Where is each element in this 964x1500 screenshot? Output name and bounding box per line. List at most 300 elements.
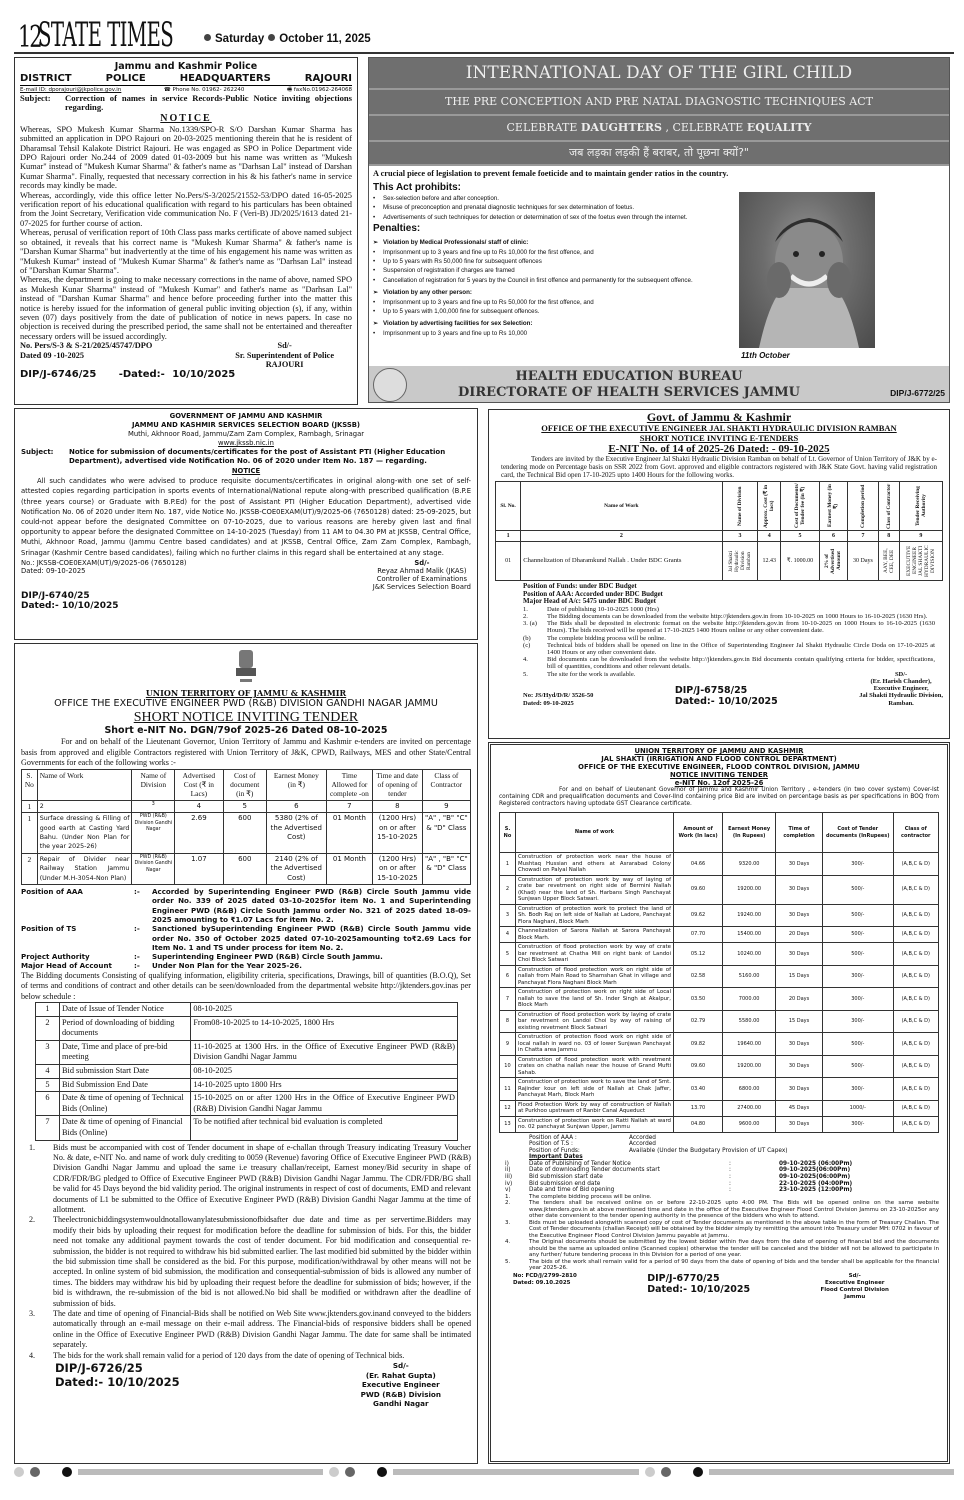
org-name: Jammu and Kashmir Police (114, 61, 258, 72)
table-cell: 30 Days (776, 875, 823, 904)
heading-word: RAJOURI (304, 73, 352, 84)
dip-number: DIP/J-6746/25 -Dated:- 10/10/2025 (20, 369, 236, 381)
vertical-header: Name of Division (736, 486, 743, 526)
table-cell: 4 (758, 531, 781, 542)
point-item (499, 1259, 939, 1272)
reference-number: No. Pers/S-3 & S-21/2025/45747/DPO (20, 341, 153, 351)
vertical-cell: 2% of Advertised Amount (824, 548, 843, 574)
position-item (529, 1135, 939, 1142)
table-cell: 5380 (2% of the Advertised Cost) (266, 813, 326, 854)
item-number: 5. (505, 1258, 511, 1265)
decorative-bar (709, 1469, 954, 1475)
table-cell: 15-10-2025 on or after 1200 Hrs in the Office of Executive Engineer PWD (R&B) Division Gandhi Nagar Jammu (191, 1092, 458, 1116)
table-cell: 08-10-2025 (191, 1002, 458, 1016)
table-cell: 04.66 (673, 853, 722, 876)
table-cell: Cost of document (in ₹) (223, 769, 266, 800)
table-cell: "A" , "B" "C" & "D" Class (422, 813, 470, 854)
heading-word: DISTRICT (20, 73, 72, 84)
table-cell: 500/- (822, 927, 893, 943)
notice-body: All such candidates who were advised to produce requisite documents/certificates in original along-with one set of self-attested copies regarding participation in sports events of International/National repute along-with prescribed qualification (B.P.E (three years course) or Graduate with B.P.Ed) for the post of Assistant PTI (Higher Education Department), advertised vide Notification No. 06 of 2020 under Item No. 187, vide Notice No. JKSSB-COE0EXAM(UT)/9/2025-06 (7650128) dated: 25-09-2025, but could-not appear before the designated Committee on 07-10-2025, due to various reasons are hereby given last and final opportunity to appear before the designated Committee on 14-10-2025 (Tuesday) from 11 AM to 04.30 PM at JKSSB, Central Office, Muthi, Akhnoor Road, Jammu (Jammu Centre based candidates) and at JKSSB, Central Office, Zam Zam Complex, Rambagh, Srinagar (Kashmir Centre based candidates), failing which no further claims in this regard shall be entertained at any stage. (21, 477, 471, 557)
bidding-intro: The Bidding documents Consisting of qualifying information, eligibility criteria, specifications, Drawings, bill of quantities (B.O.Q), Set of terms and conditions of contract and other details can be seen/downloaded from the departmental website http://jktenders.gov.inas per below schedule : (21, 970, 471, 1001)
sep: : (729, 1160, 731, 1167)
value: Accorded (629, 1141, 656, 1148)
table-cell: Construction of protection work near the house of Mushtaq Hussian and others at Asrarabad Colony Chowadi on Palyal Nallah (515, 853, 673, 876)
table-cell: (A,B,C & D) (893, 943, 938, 966)
conditions-list (21, 1143, 471, 1362)
table-cell: Class of contractor (893, 813, 938, 853)
item-number: 5. (523, 670, 528, 678)
table-cell: 300/- (822, 853, 893, 876)
masthead (14, 12, 954, 54)
table-cell: 9 (422, 800, 470, 812)
item-text: The complete bidding process will be online. (529, 1193, 652, 1200)
value: Accorded (629, 1134, 656, 1141)
table-cell: 1 (22, 813, 38, 854)
sep: : (729, 1180, 731, 1187)
date-item (499, 1174, 939, 1181)
table-cell: 45 Days (776, 1100, 823, 1116)
condition-item (21, 1143, 471, 1216)
column-number-row (22, 800, 471, 812)
ad-footer (369, 366, 949, 403)
table-cell: 6 (266, 800, 326, 812)
table-cell: 12.43 (758, 542, 781, 581)
dateline (200, 33, 371, 45)
table-row (500, 853, 939, 876)
table-row (500, 875, 939, 904)
table-cell: 2 (37, 800, 132, 812)
table-cell: 01 (496, 542, 521, 581)
table-cell: 1 (496, 531, 521, 542)
table-cell: Time Allowed for complete -on (326, 769, 372, 800)
table-cell: To be notified after technical bid evaluation is completed (191, 1116, 458, 1140)
page-number: 12 (18, 20, 41, 55)
decorative-dot-icon (14, 1467, 24, 1477)
funds-line: Position of AAA: Accorded under BDC Budget (523, 589, 663, 598)
table-cell: 500/- (822, 875, 893, 904)
table-row (500, 904, 939, 927)
table-cell: 10240.00 (723, 943, 776, 966)
table-cell: Construction of protection work on Ratti Nallah at ward no. 02 panchayat Sunjwan Upper, Jammu (515, 1116, 673, 1132)
works-table (495, 481, 943, 581)
table-cell: 03.50 (673, 988, 722, 1011)
vertical-cell: AAY, BEE, CEE, DEE (882, 548, 895, 574)
item-number: 4. (505, 1239, 511, 1246)
important-dates-heading: Important Dates (529, 1154, 583, 1161)
item-number: 4. (523, 656, 528, 664)
table-cell: PWD (R&B) Division Gandhi Nagar (132, 813, 175, 854)
ad-title: INTERNATIONAL DAY OF THE GIRL CHILD (369, 58, 949, 90)
value: Under Non Plan for the Year 2025-26. (152, 961, 302, 971)
table-cell: Date & time of opening of Technical Bids (Online) (60, 1092, 191, 1116)
item-number: iii) (505, 1174, 513, 1181)
label: Bid submission start date (529, 1174, 603, 1181)
phone: ☎ Phone No. 01962- 262240 (163, 87, 245, 93)
point-item (523, 620, 935, 634)
positions-list (21, 887, 471, 971)
item-number: v) (505, 1187, 511, 1194)
item-text: The Bids shall be deposited in electronic format on the website http://jktenders.gov.in from 10-10-2025 on 1000 Hours to 16-10-2025 (1630 Hours). The bids received will be opened at 17-10-2025 1400 Hours online or any other convenient date. (547, 620, 935, 635)
table-cell: 19200.00 (723, 875, 776, 904)
condition-item (21, 1309, 471, 1351)
label: Position of T.S : (529, 1141, 574, 1148)
table-cell: (A,B,C & D) (893, 965, 938, 988)
table-cell: 20 Days (776, 988, 823, 1011)
label: Date and time of Bid opening (529, 1187, 615, 1194)
vertical-header: Approx. Cost (₹ in lacs) (763, 484, 776, 528)
table-cell: 30 Days (776, 904, 823, 927)
intro: Tenders are invited by the Executive Engineer Jal Shakti Hydraulic Division Ramban on behalf of Lt. Governor of Union Territory of J&K by e-tendering mode on Percentage basis on SSR 2022 from Govt. approved and eligible contractors registered with J&K State Govt. having valid registration card, the Technical Bid open 17-10-2025 upto 1400 Hours for the following works. (501, 455, 937, 479)
notice-heading: NOTICE (160, 112, 212, 124)
subject: Subject: Correction of names in service Records-Public Notice inviting objections regarding. (20, 93, 352, 113)
item-text: The bids of the work shall remain valid for a period of 90 days from the date of opening of bids and the tender shall be applicable for the financial year 2025-26. (529, 1258, 939, 1272)
label: Major Head of Account (21, 961, 112, 971)
table-cell: 3 (722, 531, 758, 542)
table-cell: 5 (781, 531, 820, 542)
table-cell: 7 (500, 988, 516, 1011)
table-cell: 300/- (822, 1078, 893, 1101)
schedule-row (36, 1078, 458, 1092)
schedule-row (36, 1002, 458, 1016)
vertical-cell: Jal Shakti Hydraulic Division Ramban (727, 550, 752, 572)
table-cell: 05.12 (673, 943, 722, 966)
works-table (499, 812, 939, 1133)
date-item (499, 1181, 939, 1188)
table-cell: 500/- (822, 1033, 893, 1056)
table-cell: Class of Contractor (422, 769, 470, 800)
ad-hindi-slogan: जब लड़का लड़की हैं बराबर, तो पूछना क्यों?" (369, 142, 949, 166)
table-cell: Advertised Cost (₹ in Lacs) (175, 769, 223, 800)
table-cell: 12 (500, 1100, 516, 1116)
label: Project Authority (21, 952, 90, 962)
heading-word: HEADQUARTERS (179, 73, 271, 84)
office-heading (20, 73, 352, 86)
table-cell (819, 542, 847, 581)
table-cell: 09.60 (673, 875, 722, 904)
table-cell: 9600.00 (723, 1116, 776, 1132)
sep: : (729, 1167, 731, 1174)
signature-block: No. Pers/S-3 & S-21/2025/45747/DPO Dated 09 -10-2025 Sd/- Sr. Superintendent of Police RAJOURI (20, 341, 334, 369)
nit-number: E-NIT No. of 14 of 2025-26 Dated: - 09-10-2025 (608, 443, 830, 455)
item-number: ii) (505, 1167, 511, 1174)
decorative-dot-icon (30, 1467, 40, 1477)
table-cell: Time of completion (776, 813, 823, 853)
decorative-dot-icon (62, 1467, 72, 1477)
table-cell: 30 Days (776, 1033, 823, 1056)
date-item (499, 1161, 939, 1168)
position-item (21, 924, 471, 952)
table-cell: (A,B,C & D) (893, 988, 938, 1011)
table-cell: From08-10-2025 to 14-10-2025, 1800 Hrs (191, 1016, 458, 1040)
value: 23-10-2025 (12:00Pm) (779, 1187, 853, 1194)
table-cell: 9320.00 (723, 853, 776, 876)
table-cell: 04.80 (673, 1116, 722, 1132)
funds-info (495, 583, 943, 606)
health-bureau-emblem-icon (373, 368, 407, 402)
table-cell: Construction of protection work on right side of Local nallah to save the land of Sh. Inder Singh at Akalpur, Block Marh (515, 988, 673, 1011)
sep: :- (134, 952, 140, 962)
item-number: 1. (29, 1142, 36, 1152)
prohibits-heading: This Act prohibits: (373, 182, 461, 193)
table-cell: 20 Days (776, 927, 823, 943)
item-number: i) (505, 1160, 509, 1167)
table-cell: Construction of flood protection work by way of crate bar revetment at Chatha Mill on right bank of Landoi Choi Block Satwari (515, 943, 673, 966)
sep: :- (134, 961, 140, 971)
table-cell: ₹. 1000.00 (781, 542, 820, 581)
state-emblem-icon (21, 646, 471, 688)
value: 09-10-2025(06:00Pm) (779, 1167, 851, 1174)
table-cell: 4 (175, 800, 223, 812)
table-cell: 10 (500, 1055, 516, 1078)
table-cell: Time and date of opening of tender (373, 769, 423, 800)
item-number: 2. (505, 1200, 511, 1207)
item-text: The bids for the work shall remain valid for a period of 120 days from the date of opening of Technical bids. (53, 1350, 405, 1360)
date-item (499, 1187, 939, 1194)
table-cell: 01 Month (326, 813, 372, 854)
table-cell (899, 482, 942, 531)
ad-tagline: CELEBRATE DAUGHTERS , CELEBRATE EQUALITY (369, 116, 949, 142)
table-cell: 1 (22, 800, 38, 812)
table-cell: 300/- (822, 988, 893, 1011)
tender-heading: UNION TERRITORY OF JAMMU AND KASHMIR JAL SHAKTI (IRRIGATION AND FLOOD CONTROL DEPARTMENT) OFFICE OF THE EXECUTIVE ENGINEER, FLOOD CONTROL DIVISION, JAMMU NOTICE INVITING TENDER e-NIT No. 12of 2025-26 (578, 747, 860, 787)
table-cell: (A,B,C & D) (893, 1010, 938, 1033)
table-cell: 11-10-2025 at 1300 Hrs. in the Office of Executive Engineer PWD (R&B) Division Gandhi Nagar Jammu (191, 1040, 458, 1064)
table-cell: 30 Days (848, 542, 879, 581)
photo-caption: 11th October (741, 351, 790, 360)
table-row (22, 853, 471, 884)
item-text: Bids must be accompanied with cost of Tender document in shape of e-challan through Treasury indicating Treasury Voucher No. & date, e-NIT No. and name of work duly crediting to 0059 (Revenue) favoring Office of Executive Engineer PWD (R&B) Division Gandhi Nagar Jammu and upload the same i.e treasury challan/receipt, Earnest money/Bid security in shape of CDR/FDR/BG pledged to Office of Executive Engineer PWD (R&B) Division Gandhi Nagar Jammu. The CDR/FDR/BG shall be valid for 45 Days beyond the bid validity period. The original instruments in respect of cost of documents, EMD and relevant documents of L1 be submitted to the Office of Executive Engineer PWD (R&B) Division Gandhi Nagar Jammu at the time of allotment. (53, 1142, 471, 1214)
point-item (499, 1200, 939, 1220)
point-item (499, 1239, 939, 1259)
value: Sanctioned bySuperintending Engineer PWD (R&B) Circle South Jammu vide order No. 350 of October 2025 dated 07-10-2025amounting to₹2.69 Lacs for Item No. 1 and TS under process for item No. 2. (152, 924, 471, 952)
table-row (500, 1055, 939, 1078)
point-item (523, 635, 935, 642)
email: E-mail ID: dporajouri@jkpolice.gov.in (20, 87, 122, 93)
points-list (499, 1194, 939, 1272)
table-cell (781, 482, 820, 531)
item-text: The Bidding documents can be downloaded from the website http://jktenders.gov.in from 10-10-2025 on 1000 Hours to 16-10-2025 (1630 Hrs). (547, 612, 928, 620)
table-cell: Construction of protection work to protect the land of Sh. Bodh Raj on left side of Nallah at Ladore, Panchayat Flora Naghani, Block Marh (515, 904, 673, 927)
table-cell: "A" , "B" "C" & "D" Class (422, 853, 470, 884)
item-number: 1. (523, 605, 528, 613)
value: 22-10-2025 (04:00Pm) (779, 1180, 853, 1187)
ut-heading: UNION TERRITORY OF JAMMU & KASHMIR (145, 688, 347, 698)
signature-block: No: FCD/J/2799-2810 Dated: 09.10.2025 DIP/J-6770/25 Dated:- 10/10/2025 Sd/- Executive Engineer Flood Control Division Jammu (513, 1272, 889, 1300)
table-cell: (A,B,C & D) (893, 853, 938, 876)
table-cell: 5 (223, 800, 266, 812)
table-cell: Construction of flood protection work on right side of nallah from Main Road to Shamshan Ghat in village and Panchayat Flora Naghani Block Marh (515, 965, 673, 988)
value: 09-10-2025(06:00Pm) (779, 1174, 851, 1181)
decorative-footer-bar (14, 1466, 954, 1478)
jal-shakti-ramban-tender (488, 409, 950, 739)
value: Accorded by Superintending Engineer PWD (R&B) Circle South Jammu vide order No. 339 of 2025 dated 03-10-2025for item No. 1 and Superintending Engineer PWD (R&B) Circle South Jammu order No. 321 of 2025 dated 18-09-2025 amounting to ₹1.07 Lacs for item No. 2. (152, 887, 471, 924)
item-number: (c) (523, 641, 531, 649)
table-cell: Channelization of Sarora Nallah at Sarora Panchayat Block Marh. (515, 927, 673, 943)
tender-title: SHORT NOTICE INVITING E-TENDERS (639, 432, 799, 443)
dip-number: DIP/J-6772/25 (890, 388, 945, 398)
table-cell: 15 Days (776, 965, 823, 988)
column-number-row (496, 531, 943, 542)
vertical-header: Tender Receiving Authority (914, 486, 927, 526)
table-cell: Cost of Tender documents (InRupees) (822, 813, 893, 853)
table-cell: 2 (22, 853, 38, 884)
condition-item (21, 1351, 471, 1361)
table-cell: 500/- (822, 904, 893, 927)
decorative-dot-icon (693, 1467, 703, 1477)
table-cell: (A,B,C & D) (893, 927, 938, 943)
schedule-row (36, 1092, 458, 1116)
subject: Subject: Notice for submission of documents/certificates for the post of Assistant PTI (Higher Education Department), advertised vide Notification No. 06 of 2020 under Item No. 187 — regarding. (21, 448, 446, 465)
decorative-dot-icon (677, 1467, 687, 1477)
table-cell: 09.82 (673, 1033, 722, 1056)
table-cell: (A,B,C & D) (893, 875, 938, 904)
table-cell: 6 (36, 1092, 60, 1116)
table-cell: 09.60 (673, 1055, 722, 1078)
table-row (22, 813, 471, 854)
table-row (500, 1116, 939, 1132)
schedule-row (36, 1040, 458, 1064)
sep: : (729, 1174, 731, 1181)
schedule-table (35, 1002, 458, 1141)
label: Bid submission end date (529, 1180, 601, 1187)
table-cell: 07.70 (673, 927, 722, 943)
dip-number: DIP/J-6726/25 (55, 1361, 143, 1376)
item-number: 2. (523, 612, 528, 620)
table-cell: 19640.00 (723, 1033, 776, 1056)
table-cell: 300/- (822, 1116, 893, 1132)
table-cell: 600 (223, 813, 266, 854)
list-item: • Misuse of preconception and prenatal diagnostic techniques for sex determination of foetus. (373, 203, 735, 212)
table-cell: 2140 (2% of the Advertised Cost) (266, 853, 326, 884)
value: Superintending Engineer PWD (R&B) Circle South Jammu. (152, 952, 383, 962)
table-cell: 8 (500, 1010, 516, 1033)
table-cell: Date & time of opening of Financial Bids (Online) (60, 1116, 191, 1140)
item-text: Technical bids of bidders shall be opened on line in the Office of Superintending Engineer Jal Shakti Hydraulic Circle Doda on 17-10-2025 at 1400 Hours or any other convenient date. (547, 641, 935, 656)
table-cell: 5 (500, 943, 516, 966)
newspaper-logo: STATE TIMES (38, 15, 174, 55)
table-cell: 300/- (822, 965, 893, 988)
intro: For and on behalf of Lieutenant Governor of Jammu and Kashmir Union Territory , e-tenders (in two cover system) Cover-Ist containing CDR and prequalification documents and Cover-IInd containing price Bid are invited on percentage basis as per specifications in BOQ from Registered contractors having uptodate GST Clearance certificate. (499, 787, 939, 807)
date: October 11, 2025 (279, 33, 371, 45)
item-text: Bid documents can be downloaded from the website http://jktenders.gov.in Bid documents contain qualifying criteria for bidder, specifications, bill of quantities, conditions and other relevant details. (547, 656, 935, 671)
table-cell: 30 Days (776, 853, 823, 876)
table-cell: 1 (36, 1002, 60, 1016)
table-cell: Sl. No. (496, 482, 521, 531)
table-cell: 5 (36, 1078, 60, 1092)
sep: : (729, 1187, 731, 1194)
paragraph: Whereas, the department is going to make necessary corrections in the name of above, named SPO as Mukesh Kunar Sharma" instead of "Mukesh Kumar" and father's name as "Darhsan Lal" instead of "Darshan Kumar Sharma" and hence before proceeding further into the matter this notice is hereby issued for the information of general public inviting objection (s), if any, within seven (07) days positively from the date of publication of notice in news papers. In case no objection is received during the prescribed period, the same shall not be entertained and thereafter necessary orders will be issued accordingly. (20, 275, 352, 341)
table-cell: Construction of protection work by way of laying of crate bar revetment on right side of Bermini Nallah (Khad) near the land of Sh. Harbans Singh Panchayat Sunjwan Upper Block Satwari. (515, 875, 673, 904)
table-cell: Name of Work (521, 482, 722, 531)
schedule-row (36, 1116, 458, 1140)
table-cell: Name of work (515, 813, 673, 853)
table-cell: 15400.00 (723, 927, 776, 943)
table-cell: 5580.00 (723, 1010, 776, 1033)
label: Position of AAA (21, 887, 83, 897)
label: Position of AAA : (529, 1134, 577, 1141)
table-cell: Construction of flood protection work with revetment crates on chatha nallah near the house of Grand Mufti Sahab. (515, 1055, 673, 1078)
item-text: Theelectronicbiddingsystemwouldnotallowanylatesubmissionofbidsafter due date and time as per servertime.Bidders may modify their bids by uploading their request for modification before the deadline for submission of bids. For this, the bidder need not tomake any additional payment towards the cost of tender document. For bid modification and consequential re-submission, the bidder is not required to withdraw his bid submitted earlier. The last modified bid submitted by the bidder within the bid submission time shall be considered as the bid. For this purpose, modification/withdrawal by other means will not be accepted. In online system of bid submission, the modification and consequential-submission of bids is allowed any number of times. The bidders may withdraw his bid by uploading their request before the deadline for submission of bids; however, if the bid is withdrawn, the re-submission of the bid is not allowed.No bid shall be modified or withdrawn after the deadline of submission of bids. (53, 1215, 471, 1308)
table-cell: (A,B,C & D) (893, 904, 938, 927)
decorative-bar (393, 1469, 638, 1475)
table-cell: 4 (36, 1064, 60, 1078)
vertical-header: Cost of Documents/ Tender fee (in ₹) (793, 483, 806, 529)
table-row (500, 927, 939, 943)
table-cell: Flood Protection Work by way of construction of Nallah at Purkhoo upstream of Ranbir Canal Aqueduct (515, 1100, 673, 1116)
table-cell (819, 482, 847, 531)
table-cell: 4 (500, 927, 516, 943)
table-cell: 3 (132, 800, 175, 812)
table-cell: 8 (373, 800, 423, 812)
item-number: iv) (505, 1180, 513, 1187)
item-number: 3. (505, 1219, 511, 1226)
table-cell: 11 (500, 1078, 516, 1101)
table-cell (899, 542, 942, 581)
table-cell: 8 (878, 531, 899, 542)
point-item (523, 656, 935, 670)
ad-subtitle: THE PRE CONCEPTION AND PRE NATAL DIAGNOSTIC TECHNIQUES ACT (369, 90, 949, 116)
table-cell: 19200.00 (723, 1055, 776, 1078)
nit-number: Short e-NIT No. DGN/79of 2025-26 Dated 08-10-2025 (104, 725, 388, 737)
points-list (495, 606, 943, 678)
table-cell: 600 (223, 853, 266, 884)
table-cell (848, 482, 879, 531)
works-table (21, 769, 471, 885)
table-row (500, 988, 939, 1011)
table-cell: Date, Time and place of pre-bid meeting (60, 1040, 191, 1064)
table-cell: (1200 Hrs) on or after 15-10-2025 (373, 853, 423, 884)
jkssb-notice (14, 408, 478, 640)
paragraph: Whereas, perusal of verification report of 10th Class pass marks certificate of above named subject so obtained, it reveals that his correct name is "Mukesh Kumar Sharma" & father's name is "Darshan Kumar Sharma" but inadvertently at the time of his engagement his name was written as "Mukesh Kumar" instead of "Mukesh Kumar Sharma" & father's name as "Darhsan Lal" instead of "Darshan Kumar Sharma". (20, 228, 352, 275)
item-number: 1. (505, 1193, 511, 1200)
decorative-dot-icon (345, 1467, 355, 1477)
table-cell: 01 Month (326, 853, 372, 884)
important-dates (499, 1161, 939, 1194)
table-cell: 30 Days (776, 1078, 823, 1101)
table-cell (722, 542, 758, 581)
item-text: The Original documents should be submitted by the lowest bidder within five days from the date of opening of financial bid and the documents should be the same as uploaded online (Scanned copies) otherwise the tender will be canceled and the bidder will not be allowed to participate in any further/ future tendering process in this Division for a period of one year. (529, 1239, 939, 1259)
label: Position of Funds: (529, 1147, 580, 1154)
table-row (500, 1010, 939, 1033)
table-cell: (1200 Hrs) on or after 15-10-2025 (373, 813, 423, 854)
jkssb-heading: GOVERNMENT OF JAMMU AND KASHMIR JAMMU AND KASHMIR SERVICES SELECTION BOARD (JKSSB) Muthi, Akhnoor Road, Jammu/Zam Zam Complex, Rambagh, Srinagar www.jkssb.nic.in (21, 412, 471, 448)
table-cell: 6800.00 (723, 1078, 776, 1101)
prohibits-list (369, 194, 735, 222)
table-cell: 3 (500, 904, 516, 927)
item-text: The date and time of opening of Financial-Bids shall be notified on Web Site www.jktenders.gov.inand conveyed to the bidders automatically through an e-mail message on their e-mail address. The Financial-bids of responsive bidders shall be opened online in the Office of Executive Engineer PWD (R&B) Division Gandhi Nagar Jammu. The date for same shall be intimated separately. (53, 1309, 471, 1350)
table-cell: Name of Work (37, 769, 132, 800)
item-text: The site for the work is available. (547, 670, 636, 678)
website-link: www.jkssb.nic.in (218, 439, 274, 447)
police-notice (14, 57, 358, 405)
table-cell: 9 (500, 1033, 516, 1056)
table-cell: 09.62 (673, 904, 722, 927)
vertical-header: Completion period (859, 484, 866, 528)
table-cell: 13 (500, 1116, 516, 1132)
govt-heading: Govt. of Jammu & Kashmir (646, 410, 792, 424)
table-cell: 500/- (822, 1055, 893, 1078)
signature-block: No.: JKSSB-COE0EXAM(UT)/9/2025-06 (7650128) Dated: 09-10-2025 Sd/- Reyaz Ahmad Malik (JKAS) Controller of Examinations J&K Services Selection Board (21, 558, 471, 591)
table-row (496, 542, 943, 581)
table-cell: 27400.00 (723, 1100, 776, 1116)
position-item (21, 961, 471, 970)
table-cell: 5160.00 (723, 965, 776, 988)
decorative-dot-icon (46, 1467, 56, 1477)
table-row (500, 1033, 939, 1056)
item-number: 3. (29, 1309, 36, 1319)
funds-line: Position of Funds: under BDC Budget (523, 582, 637, 590)
list-item: • Advertisements of such techniques for detection or determination of sex of the foetus even through the internet. (373, 213, 735, 222)
